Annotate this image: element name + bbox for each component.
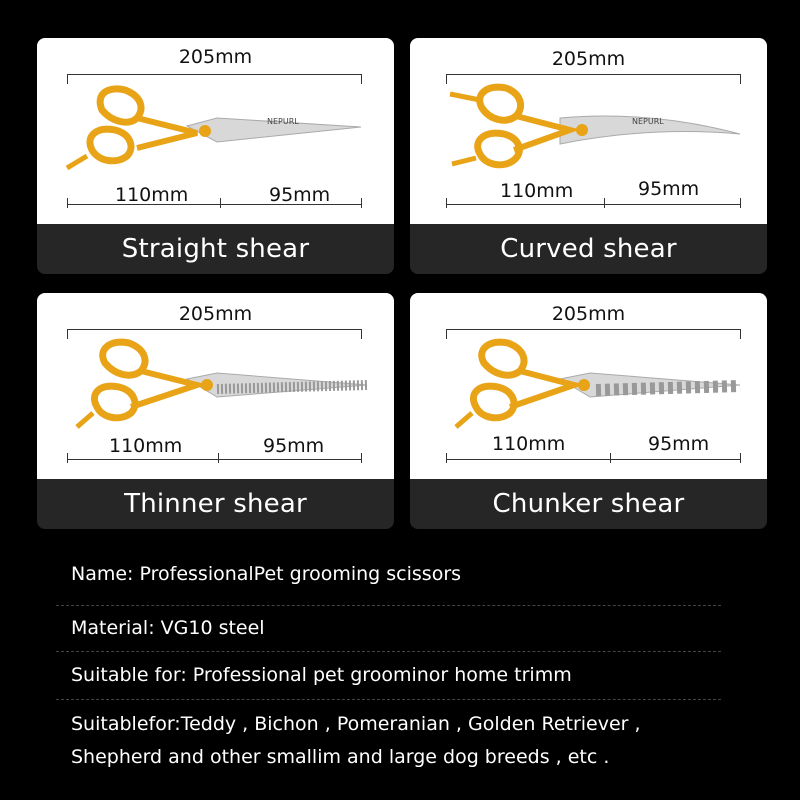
spec-breeds-line2: Shepherd and other smallim and large dog breeds , etc . — [71, 746, 610, 768]
divider — [56, 651, 721, 652]
spec-name: Name: ProfessionalPet grooming scissors — [71, 563, 462, 585]
divider — [56, 699, 721, 700]
handle-length: 110mm — [109, 435, 183, 457]
product-card-chunker — [410, 293, 767, 529]
product-card-straight — [37, 38, 394, 274]
blade-length: 95mm — [263, 435, 325, 457]
curved-shear-image — [410, 38, 767, 224]
handle-length: 110mm — [492, 433, 566, 455]
card-label: Chunker shear — [410, 479, 767, 529]
spec-material: Material: VG10 steel — [71, 617, 265, 639]
chunker-shear-image — [410, 293, 767, 479]
blade-length: 95mm — [269, 184, 331, 206]
handle-length: 110mm — [115, 184, 189, 206]
total-length: 205mm — [178, 46, 253, 68]
spec-breeds-line1: Suitablefor:Teddy , Bichon , Pomeranian , Golden Retriever , — [71, 713, 641, 735]
product-card-curved — [410, 38, 767, 274]
card-label: Curved shear — [410, 224, 767, 274]
total-length: 205mm — [551, 303, 626, 325]
blade-length: 95mm — [638, 178, 700, 200]
handle-length: 110mm — [500, 180, 574, 202]
brand-mark: NEPURL — [267, 117, 299, 126]
card-label: Straight shear — [37, 224, 394, 274]
blade-length: 95mm — [648, 433, 710, 455]
total-length: 205mm — [551, 48, 626, 70]
card-label: Thinner shear — [37, 479, 394, 529]
thinner-shear-image — [37, 293, 394, 479]
total-length: 205mm — [178, 303, 253, 325]
brand-mark: NEPURL — [632, 117, 664, 126]
product-card-thinner — [37, 293, 394, 529]
straight-shear-image — [37, 38, 394, 224]
divider — [56, 605, 721, 606]
spec-suitable: Suitable for: Professional pet groominor home trimm — [71, 664, 572, 686]
